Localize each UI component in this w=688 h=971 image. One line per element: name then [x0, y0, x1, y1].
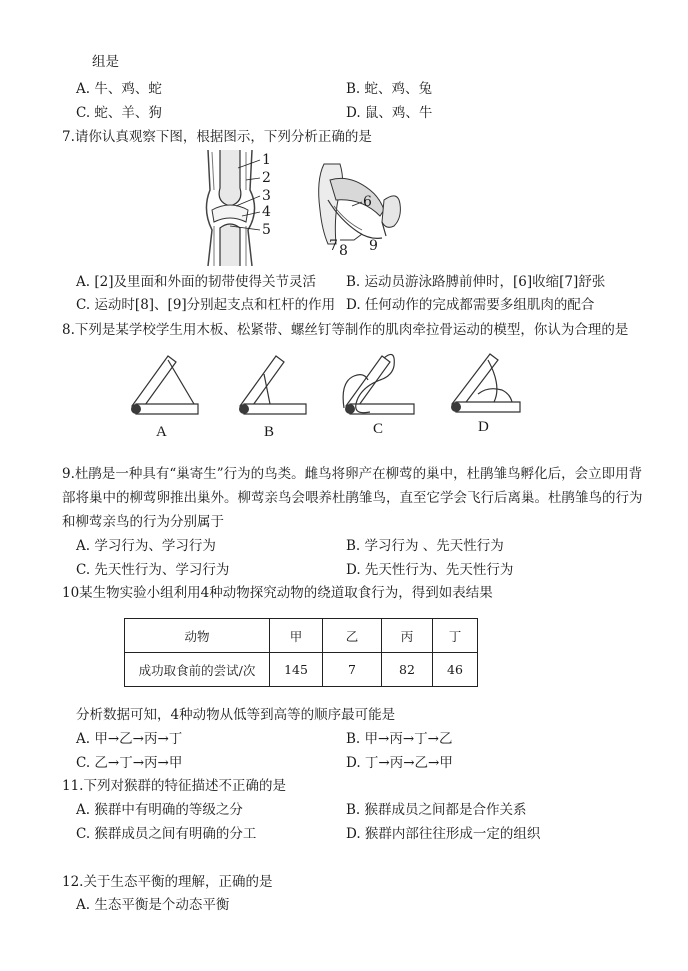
q10-option-b: B. 甲→丙→丁→乙 [346, 731, 453, 747]
table-cell: 成功取食前的尝试/次 [125, 653, 270, 687]
model-a [128, 348, 203, 423]
fig-number-6: 6 [363, 194, 372, 210]
table-header-row [125, 619, 478, 653]
model-label-b: B [264, 424, 275, 440]
fig-number-5: 5 [262, 222, 271, 238]
q9-stem-line2: 部将巢中的柳莺卵推出巢外。柳莺亲鸟会喂养杜鹃雏鸟，直至它学会飞行后离巢。杜鹃雏鸟的行为 [62, 490, 643, 506]
q6-option-d: D. 鼠、鸡、牛 [346, 105, 433, 121]
q9-option-c: C. 先天性行为、学习行为 [76, 562, 230, 578]
q12-stem: 12.关于生态平衡的理解，正确的是 [62, 874, 273, 890]
fig-number-9: 9 [369, 238, 378, 254]
q7-option-d: D. 任何动作的完成都需要多组肌肉的配合 [346, 297, 595, 313]
table-cell: 46 [433, 653, 478, 687]
model-d [448, 346, 528, 421]
q10-results-table [124, 618, 478, 687]
q11-option-d: D. 猴群内部往往形成一定的组织 [346, 826, 541, 842]
q9-option-b: B. 学习行为 、先天性行为 [346, 538, 504, 554]
q7-option-a: A. [2]及里面和外面的韧带使得关节灵活 [76, 274, 316, 290]
fig-number-7: 7 [329, 238, 338, 254]
q11-option-a: A. 猴群中有明确的等级之分 [76, 802, 243, 818]
table-cell: 7 [323, 653, 382, 687]
q10-option-d: D. 丁→丙→乙→甲 [346, 755, 453, 771]
q11-stem: 11.下列对猴群的特征描述不正确的是 [62, 778, 286, 794]
q7-option-c: C. 运动时[8]、[9]分别起支点和杠杆的作用 [76, 297, 336, 313]
q7-stem: 7.请你认真观察下图，根据图示，下列分析正确的是 [62, 129, 372, 145]
q9-stem-line3: 和柳莺亲鸟的行为分别属于 [62, 514, 224, 530]
q10-option-a: A. 甲→乙→丙→丁 [76, 731, 183, 747]
fig-number-3: 3 [262, 188, 271, 204]
q12-option-a: A. 生态平衡是个动态平衡 [76, 897, 230, 913]
q11-option-c: C. 猴群成员之间有明确的分工 [76, 826, 257, 842]
q10-analysis: 分析数据可知，4种动物从低等到高等的顺序最可能是 [76, 707, 396, 723]
q8-stem: 8.下列是某学校学生用木板、松紧带、螺丝钉等制作的肌肉牵拉骨运动的模型，你认为合理的是 [62, 322, 629, 338]
arm-muscle-diagram [310, 160, 410, 260]
table-header-cell: 丙 [382, 619, 433, 653]
q9-option-a: A. 学习行为、学习行为 [76, 538, 216, 554]
q6-option-c: C. 蛇、羊、狗 [76, 105, 162, 121]
table-header-cell: 动物 [125, 619, 270, 653]
q6-option-a: A. 牛、鸡、蛇 [76, 81, 162, 97]
fig-number-8: 8 [339, 243, 348, 259]
table-row [125, 653, 478, 687]
fig-number-4: 4 [262, 204, 271, 220]
q9-stem-line1: 9.杜鹃是一种具有“巢寄生”行为的鸟类。雌鸟将卵产在柳莺的巢中，杜鹃雏鸟孵化后，会立即用背 [62, 466, 643, 482]
q9-option-d: D. 先天性行为、先天性行为 [346, 562, 514, 578]
table-header-cell: 甲 [270, 619, 323, 653]
q7-option-b: B. 运动员游泳路膊前伸时，[6]收缩[7]舒张 [346, 274, 606, 290]
table-header-cell: 乙 [323, 619, 382, 653]
model-label-c: C [373, 421, 384, 437]
table-cell: 145 [270, 653, 323, 687]
model-b [236, 348, 311, 423]
model-label-a: A [156, 424, 167, 440]
q10-stem: 10某生物实验小组利用4种动物探究动物的绕道取食行为，得到如表结果 [62, 585, 493, 601]
model-c [340, 346, 430, 421]
q10-option-c: C. 乙→丁→丙→甲 [76, 755, 183, 771]
model-label-d: D [478, 419, 489, 435]
q6-option-b: B. 蛇、鸡、兔 [346, 81, 433, 97]
fig-number-2: 2 [262, 170, 271, 186]
q6-stem-tail: 组是 [92, 54, 119, 70]
table-header-cell: 丁 [433, 619, 478, 653]
q11-option-b: B. 猴群成员之间都是合作关系 [346, 802, 527, 818]
fig-number-1: 1 [262, 152, 271, 168]
table-cell: 82 [382, 653, 433, 687]
